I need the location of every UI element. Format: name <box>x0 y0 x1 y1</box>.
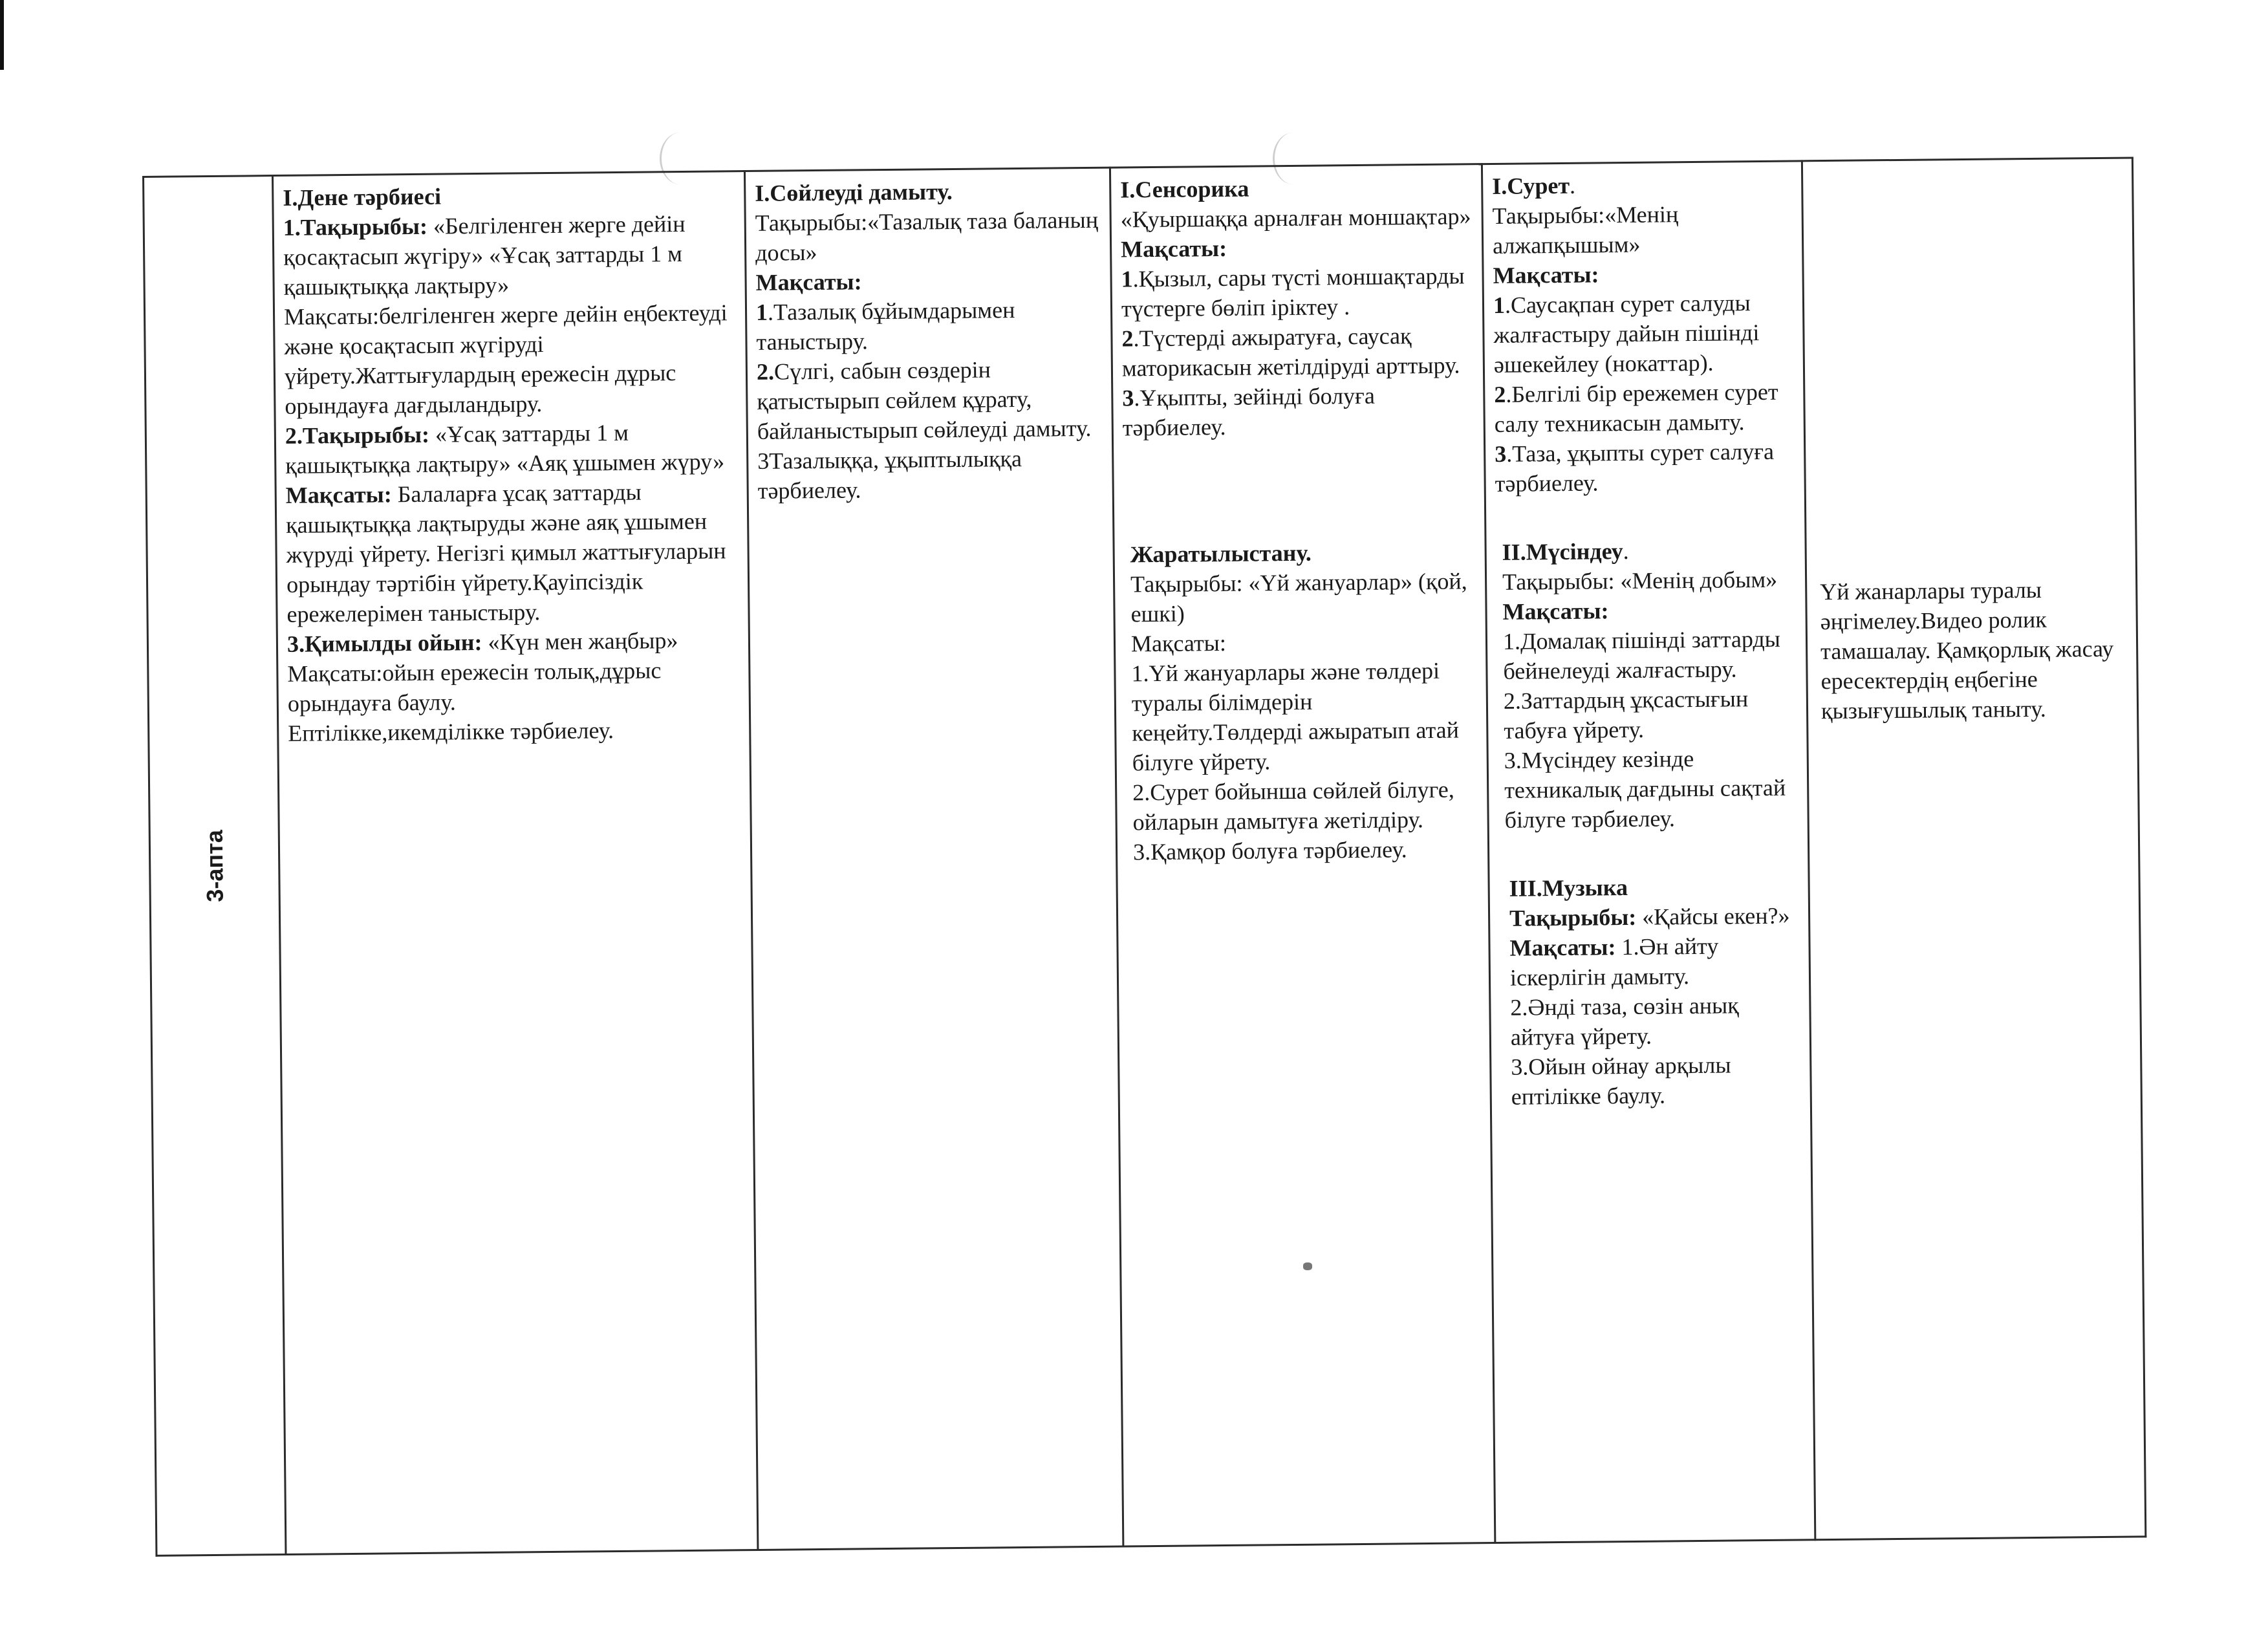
nature-goal-2: 2.Сурет бойынша сөйлей білуге, ойларын дамытуға жетілдіру. <box>1132 776 1454 836</box>
nature-goal-label: Мақсаты: <box>1130 629 1227 657</box>
scan-edge-mark <box>0 0 4 70</box>
lesson-plan-table <box>142 157 2146 1556</box>
goal-item-2: 2.Сүлгі, сабын сөздерін қатыстырып сөйлем құрату, байланыстырып сөйлеуді дамыту. <box>756 356 1092 444</box>
week-cell <box>144 176 286 1556</box>
goal-item-2: 2.Түстерді ажыратуға, саусақ маторикасын жетілдіруді арттыру. <box>1121 323 1460 382</box>
music-heading: III.Музыка <box>1509 874 1628 902</box>
physical-education-cell <box>273 171 758 1555</box>
topic-1: 1.Тақырыбы: «Белгіленген жерге дейін қосақтасып жүгіру» «Ұсақ заттарды 1 м қашықтыққа лақтыру» <box>283 210 686 300</box>
music-goal-1: Мақсаты: 1.Ән айту іскерлігін дамыту. <box>1509 933 1719 991</box>
goal-label: Мақсаты: <box>1120 235 1227 263</box>
music-goal-2: 2.Әнді таза, сөзін анық айтуға үйрету. <box>1510 992 1739 1050</box>
family-work-cell <box>1802 158 2145 1540</box>
sensorics-cell <box>1110 164 1495 1546</box>
topic-3-extra: Ептілікке,икемділікке тәрбиелеу. <box>288 717 614 746</box>
topic: Тақырыбы:«Тазалық таза баланың досы» <box>755 206 1099 266</box>
goal-item-1: 1.Қызыл, сары түсті моншақтарды түстерге бөліп іріктеу . <box>1121 263 1465 322</box>
topic: Тақырыбы:«Менің алжапқышым» <box>1492 201 1679 259</box>
goal-item-3: 3.Ұқыпты, зейінді болуға тәрбиелеу. <box>1122 382 1376 441</box>
lesson-plan-table-wrapper <box>142 157 2144 1556</box>
section-heading: I.Дене тәрбиесі <box>283 183 442 211</box>
section-heading: I.Сөйлеуді дамыту. <box>755 178 953 206</box>
section-heading: I.Сенсорика <box>1120 175 1249 203</box>
goal-label: Мақсаты: <box>1493 261 1599 288</box>
music-goal-3: 3.Ойын ойнау арқылы ептілікке баулу. <box>1511 1052 1731 1110</box>
sculpt-topic: Тақырыбы: «Менің добым» <box>1502 566 1778 595</box>
goal-item-2: 2.Белгілі бір ережемен сурет салу техникасын дамыту. <box>1494 378 1778 437</box>
topic-3-goal: Мақсаты:ойын ережесін толық,дұрыс орындауға баулу. <box>287 657 662 717</box>
nature-goal-1: 1.Үй жануарлары және төлдері туралы білімдерін кеңейту.Төлдерді ажыратып атай білуге үйрету. <box>1131 657 1460 776</box>
section-heading: I.Сурет. <box>1492 172 1576 199</box>
goal-item-3: 3Тазалыққа, ұқыптылыққа тәрбиелеу. <box>757 445 1022 504</box>
topic: «Қуыршаққа арналған моншақтар» <box>1120 203 1471 233</box>
art-cell <box>1482 161 1815 1543</box>
nature-heading: Жаратылыстану. <box>1130 539 1312 568</box>
family-work-text: Үй жанарлары туралы әңгімелеу.Видео ролик тамашалау. Қамқорлық жасау ересектердің еңбегіне қызығушылық таныту. <box>1820 576 2114 724</box>
goal-item-1: 1.Саусақпан сурет салуды жалғастыру дайын пішінді әшекейлеу (нокаттар). <box>1493 290 1760 378</box>
topic-1-goal: Мақсаты:белгіленген жерге дейін еңбектеуді және қосақтасып жүгіруді үйрету.Жаттығулардың ережесін дұрыс орындауға дағдыландыру. <box>283 299 728 419</box>
speech-development-cell <box>744 168 1123 1550</box>
sculpt-goal-2: 2.Заттардың ұқсастығын табуға үйрету. <box>1503 686 1749 744</box>
topic-3: 3.Қимылды ойын: «Күн мен жаңбыр» <box>286 627 678 657</box>
table-row <box>144 158 2146 1555</box>
sculpt-heading: II.Мүсіндеу. <box>1502 537 1629 565</box>
goal-item-3: 3.Таза, ұқыпты сурет салуға тәрбиелеу. <box>1495 438 1775 497</box>
nature-goal-3: 3.Қамқор болуға тәрбиелеу. <box>1132 836 1407 865</box>
topic-2-goal: Мақсаты: Балаларға ұсақ заттарды қашықтыққа лақтыруды және аяқ ұшымен жүруді үйрету. Негізгі қимыл жаттығуларын орындау тәртібін үйрету.Қауіпсіздік ережелерімен таныстыру. <box>285 479 726 627</box>
goal-label: Мақсаты: <box>755 268 862 296</box>
goal-item-1: 1.Тазалық бұйымдарымен таныстыру. <box>755 297 1015 355</box>
sculpt-goal-1: 1.Домалақ пішінді заттарды бейнелеуді жалғастыру. <box>1502 625 1781 684</box>
nature-topic: Тақырыбы: «Үй жануарлар» (қой, ешкі) <box>1130 568 1467 627</box>
sculpt-goal-label: Мақсаты: <box>1502 598 1609 625</box>
music-topic: Тақырыбы: «Қайсы екен?» <box>1509 902 1790 931</box>
sculpt-goal-3: 3.Мүсіндеу кезінде техникалық дағдыны сақтай білуге тәрбиелеу. <box>1504 746 1786 833</box>
week-label: 3-апта <box>200 829 228 902</box>
topic-2: 2.Тақырыбы: «Ұсақ заттарды 1 м қашықтыққа лақтыру» «Аяқ ұшымен жүру» <box>285 419 725 479</box>
